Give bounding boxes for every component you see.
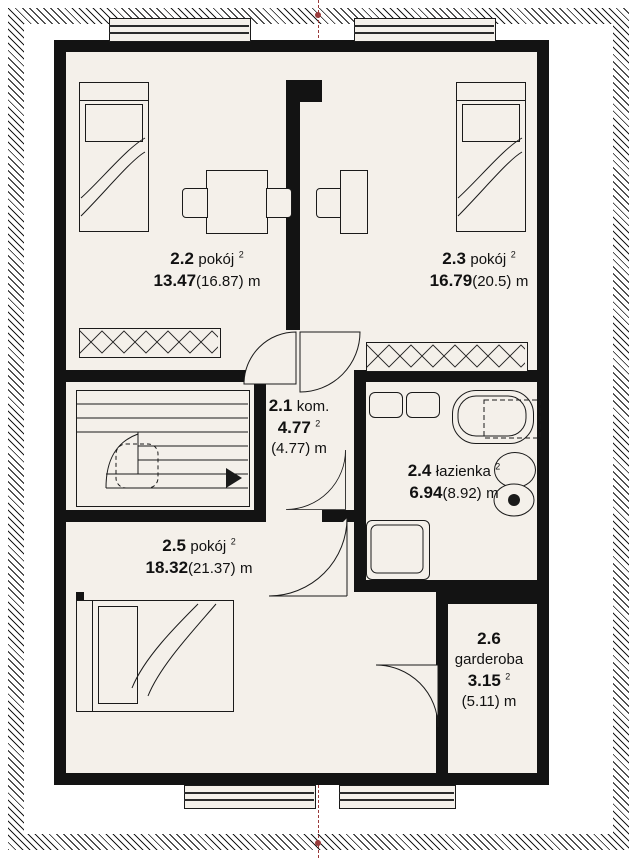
- window-bottom-right-line2: [339, 799, 454, 801]
- bed-25-corner-mark: [76, 592, 84, 600]
- room-area-alt-2-1: (4.77) m: [271, 440, 327, 457]
- room-sup-2-6: 2: [505, 671, 511, 682]
- room-area-2-6: 3.15: [467, 671, 501, 690]
- room-sup-2-3: 2: [510, 249, 516, 260]
- chair-left-center: [182, 188, 208, 218]
- window-top-left-line1: [109, 25, 249, 27]
- room-area-alt-2-5: (21.37): [188, 560, 236, 577]
- bed-headboard-23: [456, 82, 526, 102]
- wall-room22-bottom: [66, 370, 266, 382]
- room-label-2-5: [104, 535, 294, 579]
- door-wardrobe[interactable]: [376, 665, 448, 737]
- window-bottom-right-line1: [339, 792, 454, 794]
- room-area-2-1: 4.77: [277, 418, 311, 437]
- room-id-2-6: 2.6: [477, 629, 501, 648]
- chair-right-center: [266, 188, 292, 218]
- room-id-2-3: 2.3: [442, 249, 466, 268]
- window-bottom-left-line2: [184, 799, 314, 801]
- chair-right-of-wall: [316, 188, 342, 218]
- wall-bath-bottom: [354, 580, 537, 592]
- sink-left: [369, 392, 403, 418]
- axis-dot-bottom: [315, 840, 321, 846]
- window-top-left-line2: [109, 32, 249, 34]
- room-id-2-1: 2.1: [268, 396, 293, 415]
- room-area-alt-2-3: (20.5): [472, 273, 512, 290]
- room-sup-2-4: 2: [495, 461, 501, 472]
- room-unit-2-3: m: [515, 273, 529, 290]
- window-bottom-left: [184, 785, 316, 809]
- room-unit-2-5: m: [240, 560, 253, 577]
- wall-wardrobe-top: [436, 592, 537, 604]
- room-area-2-2: 13.47: [153, 271, 197, 290]
- bed-duvet-lines-25: [92, 600, 232, 710]
- room-unit-2-4: m: [486, 485, 499, 502]
- axis-dot-top: [315, 12, 321, 18]
- room-id-2-4: 2.4: [407, 461, 432, 480]
- shower-tray-inner: [366, 520, 428, 578]
- room-name-2-5: pokój: [190, 538, 227, 555]
- room-label-2-3: [384, 248, 574, 292]
- room-label-2-6: [439, 628, 539, 712]
- room-area-2-4: 6.94: [409, 483, 443, 502]
- window-top-right-line1: [354, 25, 494, 27]
- room-name-2-1: kom.: [296, 398, 330, 415]
- wall-left: [54, 40, 66, 785]
- room-name-2-4: łazienka: [435, 463, 491, 480]
- room-sup-2-2: 2: [238, 249, 244, 260]
- wall-center-upper-nub: [300, 80, 322, 102]
- wall-bottom: [54, 773, 549, 785]
- bed-duvet-lines-22: [79, 100, 147, 230]
- table-top-center: [206, 170, 268, 234]
- wall-room25-top: [66, 510, 266, 522]
- room-id-2-5: 2.5: [162, 536, 186, 555]
- room-label-2-4: [364, 460, 544, 504]
- staircase-steps: [76, 390, 248, 505]
- room-label-2-1: [239, 395, 359, 459]
- table-right-center: [340, 170, 368, 234]
- room-area-alt-2-4: (8.92): [442, 485, 482, 502]
- room-name-2-6: garderoba: [454, 651, 524, 668]
- shower-dashed-area: [484, 400, 542, 440]
- bed-headboard-22: [79, 82, 149, 102]
- room-area-alt-2-2: (16.87): [196, 273, 244, 290]
- window-top-right: [354, 18, 496, 42]
- room-unit-2-2: m: [248, 273, 261, 290]
- window-bottom-left-line1: [184, 792, 314, 794]
- room-area-2-3: 16.79: [429, 271, 473, 290]
- sink-right: [406, 392, 440, 418]
- room-sup-2-1: 2: [315, 418, 321, 429]
- plan-body: [54, 40, 568, 800]
- room-sup-2-5: 2: [230, 536, 236, 547]
- window-bottom-right: [339, 785, 456, 809]
- room-area-2-5: 18.32: [145, 558, 189, 577]
- window-top-right-line2: [354, 32, 494, 34]
- room-area-alt-2-6: (5.11) m: [461, 693, 517, 710]
- room-id-2-2: 2.2: [170, 249, 194, 268]
- room-label-2-2: [112, 248, 302, 292]
- wardrobe-hatch-22: [80, 329, 218, 355]
- window-top-left: [109, 18, 251, 42]
- room-name-2-2: pokój: [198, 251, 235, 268]
- bed-duvet-lines-23: [456, 100, 524, 230]
- room-name-2-3: pokój: [470, 251, 507, 268]
